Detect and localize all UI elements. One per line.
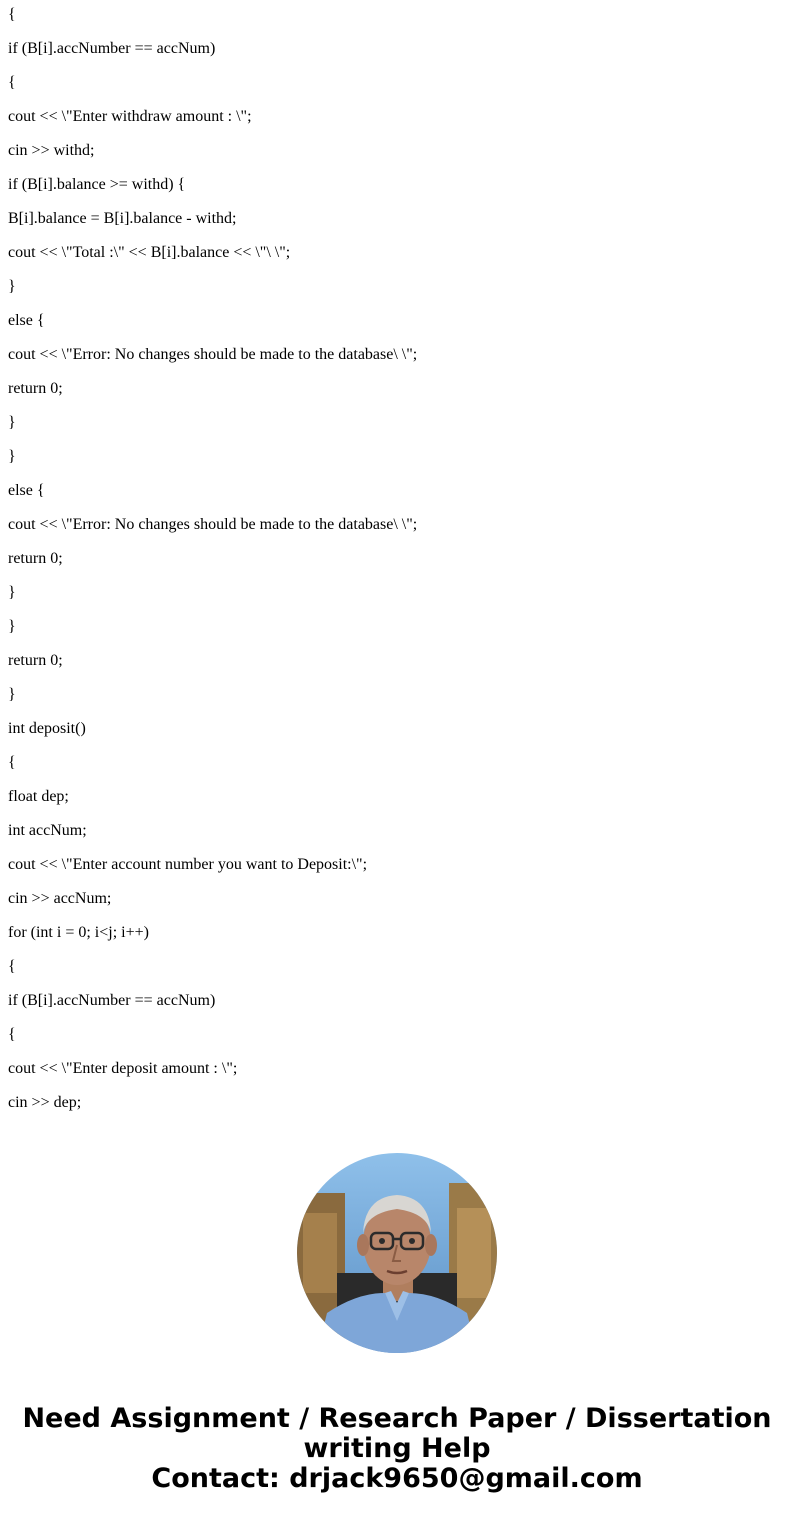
code-line: cin >> accNum; — [8, 890, 112, 907]
code-line: return 0; — [8, 380, 63, 397]
promo-line-1: Need Assignment / Research Paper / Dissertation — [22, 1403, 772, 1434]
code-line: return 0; — [8, 550, 63, 567]
code-line: cout << \"Enter withdraw amount : \"; — [8, 108, 252, 125]
code-line: } — [8, 584, 16, 601]
code-line: { — [8, 6, 16, 23]
code-line: { — [8, 958, 16, 975]
code-line: return 0; — [8, 652, 63, 669]
code-line: if (B[i].accNumber == accNum) — [8, 40, 216, 57]
code-line: int deposit() — [8, 720, 86, 737]
promo-line-2: writing Help — [303, 1433, 491, 1464]
code-line: } — [8, 414, 16, 431]
code-line: } — [8, 686, 16, 703]
code-line: if (B[i].accNumber == accNum) — [8, 992, 216, 1009]
code-line: cin >> dep; — [8, 1094, 82, 1111]
code-line: { — [8, 74, 16, 91]
code-line: for (int i = 0; i<j; i++) — [8, 924, 149, 941]
promo-banner — [0, 1404, 794, 1494]
person-photo-icon — [297, 1153, 497, 1353]
author-avatar — [297, 1153, 497, 1353]
code-line: } — [8, 278, 16, 295]
code-line: cout << \"Error: No changes should be made to the database\ \"; — [8, 516, 418, 533]
code-line: cout << \"Enter account number you want to Deposit:\"; — [8, 856, 368, 873]
code-line: cout << \"Error: No changes should be made to the database\ \"; — [8, 346, 418, 363]
code-line: else { — [8, 312, 45, 329]
code-line: } — [8, 618, 16, 635]
code-line: if (B[i].balance >= withd) { — [8, 176, 186, 193]
code-line: B[i].balance = B[i].balance - withd; — [8, 210, 237, 227]
code-line: cin >> withd; — [8, 142, 95, 159]
code-line: cout << \"Total :\" << B[i].balance << \"\ \"; — [8, 244, 291, 261]
code-listing — [8, 0, 788, 1122]
code-line: float dep; — [8, 788, 69, 805]
code-line: cout << \"Enter deposit amount : \"; — [8, 1060, 238, 1077]
code-line: else { — [8, 482, 45, 499]
code-line: { — [8, 1026, 16, 1043]
code-line: int accNum; — [8, 822, 87, 839]
promo-contact: Contact: drjack9650@gmail.com — [151, 1463, 643, 1494]
code-line: { — [8, 754, 16, 771]
code-line: } — [8, 448, 16, 465]
